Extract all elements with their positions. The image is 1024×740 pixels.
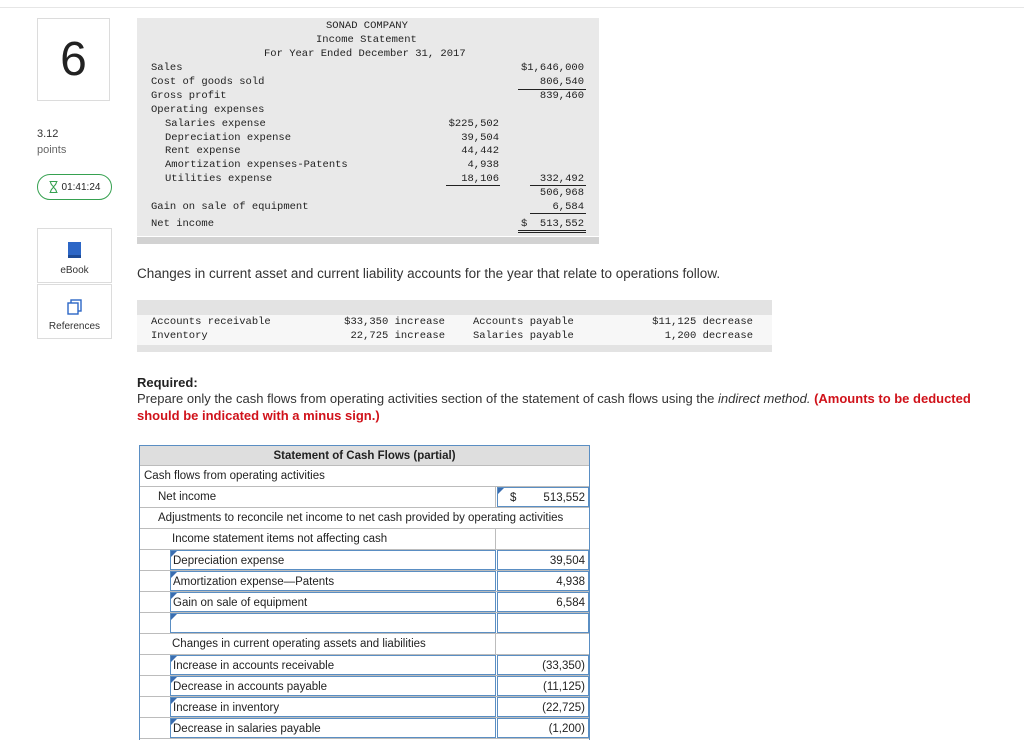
sales-value: $1,646,000 [520,62,584,74]
ebook-label: eBook [60,265,89,276]
blank-label-input[interactable] [170,613,496,633]
inventory-input-value: (22,725) [542,702,585,714]
points-value: 3.12 [37,128,59,140]
is-items-row [140,529,589,550]
cf-inventory-label: Increase in inventory [173,702,280,714]
company-name: SONAD COMPANY [326,20,408,32]
salaries-payable-label-input[interactable] [170,718,496,738]
amortization-row [140,571,589,592]
ar-label: Accounts receivable [151,316,271,328]
amortization-label: Amortization expenses-Patents [165,159,348,171]
statement-title: Income Statement [316,34,417,46]
opex-label: Operating expenses [151,104,265,116]
cf-ar-label: Increase in accounts receivable [173,660,335,672]
utilities-value: 18,106 [461,173,499,185]
net-income-label-cell [140,487,496,507]
cash-flow-table [139,445,590,740]
cogs-label: Cost of goods sold [151,76,265,88]
cogs-value: 806,540 [539,76,584,88]
required-text-method: indirect method. [717,391,811,406]
is-items-label-cell [170,529,496,549]
intro-text: Changes in current asset and current liability accounts for the year that relate to operations follow. [137,266,721,281]
required-text [137,390,1007,424]
net-income-label: Net income [151,218,215,230]
salaries-value: $225,502 [448,118,499,130]
inventory-row [140,697,589,718]
references-button[interactable] [37,284,112,339]
utilities-label: Utilities expense [165,173,273,185]
statement-period: For Year Ended December 31, 2017 [264,48,466,60]
question-number [37,18,110,101]
ebook-button[interactable] [37,228,112,283]
depreciation-input-value: 39,504 [549,555,585,567]
cf-salaries-payable-label: Decrease in salaries payable [173,723,321,735]
changes-row [140,634,589,655]
cf-depreciation-label: Depreciation expense [173,555,285,567]
references-label: References [48,321,101,332]
amortization-input[interactable] [497,571,589,591]
copy-icon [67,299,83,315]
cash-flow-title: Statement of Cash Flows (partial) [140,445,589,466]
salaries-label: Salaries expense [165,118,266,130]
opex-total-underline [530,185,586,186]
amortization-input-value: 4,938 [556,576,585,588]
amortization-value: 4,938 [467,159,499,171]
book-icon [67,241,83,259]
required-text-a: Prepare only the cash flows from operating activities section of the statement of cash flows using the [137,391,718,406]
gross-profit-value: 839,460 [539,90,584,102]
depreciation-input[interactable] [497,550,589,570]
ar-row [140,655,589,676]
ar-input-value: (33,350) [542,660,585,672]
blank-value-input[interactable] [497,613,589,633]
gross-profit-label: Gross profit [151,90,227,102]
ap-input-value: (11,125) [543,681,585,693]
gain-label-input[interactable] [170,592,496,612]
subtotal-value: 506,968 [539,187,584,199]
rent-label: Rent expense [165,145,241,157]
ap-row [140,676,589,697]
depreciation-value: 39,504 [461,132,499,144]
sales-label: Sales [151,62,183,74]
salaries-payable-input-value: (1,200) [548,723,585,735]
ap-value: $11,125 decrease [652,316,753,328]
ap-label: Accounts payable [473,316,574,328]
inventory-input[interactable] [497,697,589,717]
opex-total-value: 332,492 [539,173,584,185]
cf-gain-label: Gain on sale of equipment [173,597,308,609]
salaries-payable-row [140,718,589,739]
amortization-label-input[interactable] [170,571,496,591]
ar-label-input[interactable] [170,655,496,675]
income-statement-bar [137,237,599,244]
adjustments-label: Adjustments to reconcile net income to net cash provided by operating activities [158,512,564,524]
timer-text: 01:41:24 [61,181,101,193]
question-number-text: 6 [60,33,87,86]
points-label: points [37,144,67,156]
hourglass-icon [49,181,58,193]
inventory-value: 22,725 increase [350,330,445,342]
currency-symbol: $ [510,492,517,504]
cf-amortization-label: Amortization expense—Patents [173,576,335,588]
changes-label-cell [170,634,496,654]
cash-flow-section-row [140,466,589,487]
changes-label: Changes in current operating assets and liabilities [172,638,426,650]
gain-input[interactable] [497,592,589,612]
depreciation-label-input[interactable] [170,550,496,570]
net-income-underline-2 [518,232,586,233]
required-title: Required: [137,375,198,390]
net-income-input[interactable] [497,487,589,507]
gain-underline [530,213,586,214]
depreciation-label: Depreciation expense [165,132,292,144]
ap-input[interactable] [497,676,589,696]
depreciation-row [140,550,589,571]
net-income-input-value: 513,552 [543,492,585,504]
rent-value: 44,442 [461,145,499,157]
gain-label: Gain on sale of equipment [151,201,309,213]
is-items-label: Income statement items not affecting cash [172,533,388,545]
required-instruction: (Amounts to be deducted should be indicated with a minus sign.) [137,391,971,423]
inventory-label: Inventory [151,330,208,342]
top-divider [0,7,1024,8]
gain-input-value: 6,584 [556,597,585,609]
net-income-underline-1 [518,230,586,231]
cf-net-income-label: Net income [158,491,217,503]
inventory-label-input[interactable] [170,697,496,717]
ap-label-input[interactable] [170,676,496,696]
cf-ap-label: Decrease in accounts payable [173,681,328,693]
net-income-row [140,487,589,508]
utilities-underline [446,185,500,186]
salaries-payable-input[interactable] [497,718,589,738]
timer-badge[interactable] [37,174,112,200]
blank-row [140,613,589,634]
gain-row [140,592,589,613]
cash-flow-section-label: Cash flows from operating activities [144,470,325,482]
ar-value: $33,350 increase [344,316,445,328]
gain-value: 6,584 [552,201,584,213]
net-income-value: $ 513,552 [520,218,584,230]
sp-label: Salaries payable [473,330,574,342]
adjustments-row [140,508,589,529]
ar-input[interactable] [497,655,589,675]
sp-value: 1,200 decrease [664,330,753,342]
